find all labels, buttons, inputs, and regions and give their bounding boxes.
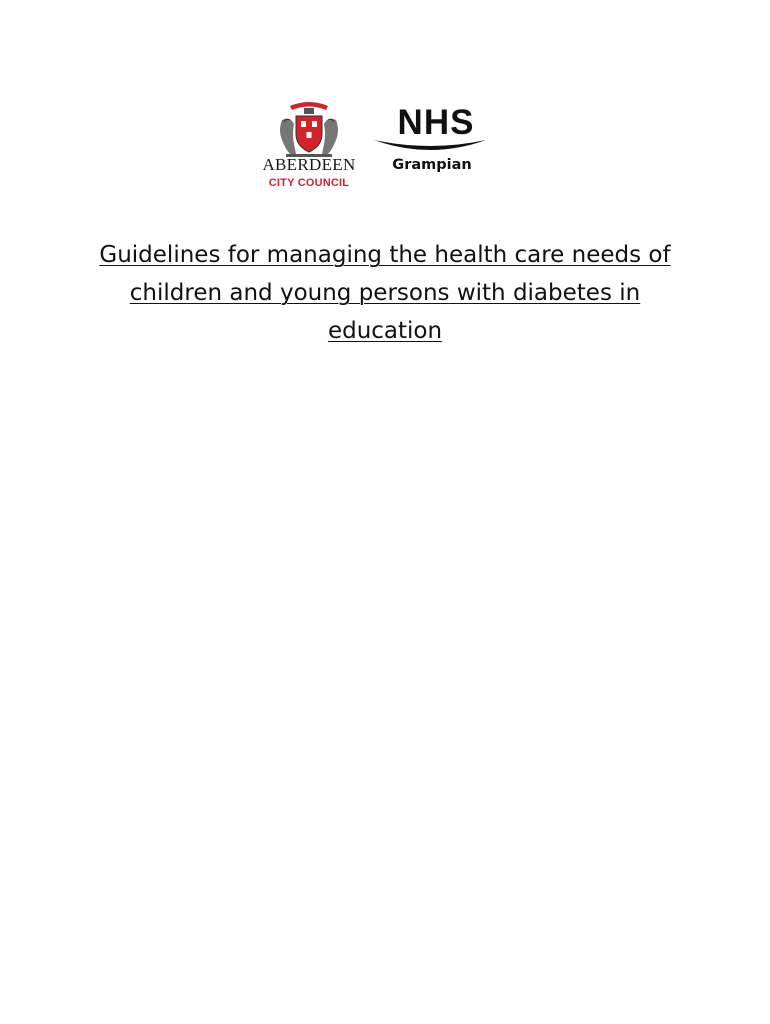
council-subtitle: CITY COUNCIL: [268, 177, 350, 189]
document-title: [60, 236, 710, 350]
coat-of-arms-icon: [276, 100, 342, 158]
nhs-board-name: Grampian: [392, 157, 472, 173]
title-line-2: children and young persons with diabetes in: [129, 280, 641, 306]
aberdeen-city-council-logo: [254, 100, 364, 196]
nhs-grampian-logo: [370, 104, 492, 178]
nhs-swoosh-icon: [370, 134, 490, 158]
title-line-3: education: [327, 318, 443, 344]
council-name: ABERDEEN: [262, 155, 356, 174]
title-line-1: Guidelines for managing the health care needs of: [99, 242, 671, 268]
nhs-mark-text: NHS: [397, 103, 475, 142]
